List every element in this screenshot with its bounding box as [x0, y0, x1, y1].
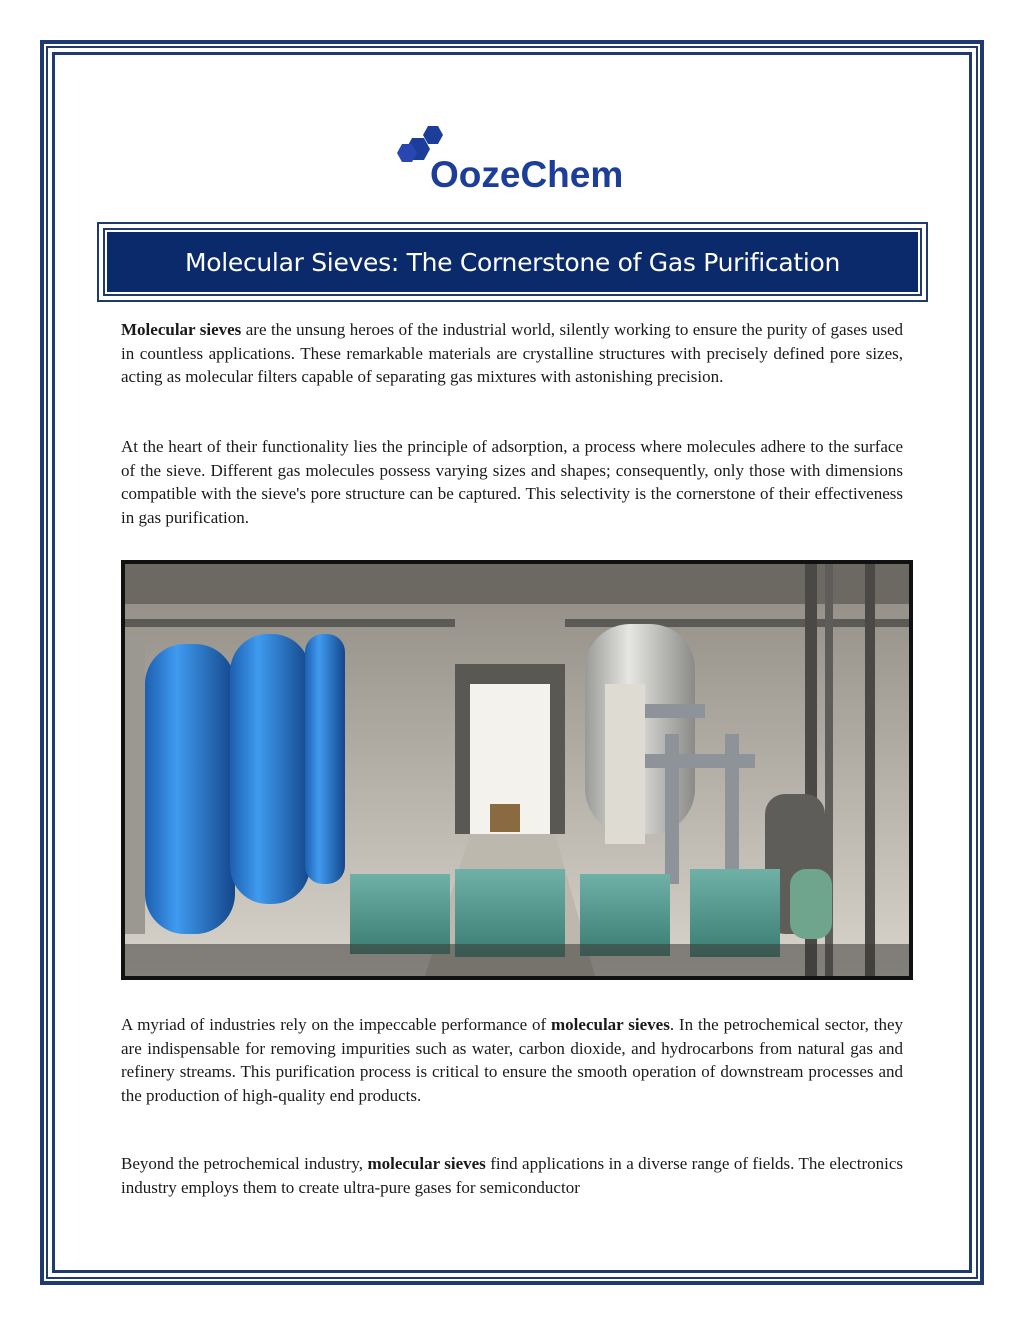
- page-title: Molecular Sieves: The Cornerstone of Gas Purification: [184, 247, 841, 277]
- paragraph-text: . In the petrochemical sector, they are indispensable for removing impurities such as water, carbon dioxide, and hydrocarbons from natural gas and refinery streams. This purification process is critical to ensure the smooth operation of downstream processes and the production of high-quality end products.: [121, 1015, 904, 1105]
- gas-purification-plant-photo: [121, 560, 913, 980]
- paragraph-intro: [121, 318, 903, 389]
- bold-term: molecular sieves: [367, 1154, 486, 1173]
- paragraph-text: A myriad of industries rely on the impeccable performance of: [121, 1015, 552, 1034]
- paragraph-text: Beyond the petrochemical industry,: [121, 1154, 368, 1173]
- paragraph-text: are the unsung heroes of the industrial world, silently working to ensure the purity of gases used in countless applications. These remarkable materials are crystalline structures with precisely defined pore sizes, acting as molecular filters capable of separating gas mixtures with astonishing precision.: [121, 320, 903, 386]
- plant-illustration: [125, 564, 909, 976]
- paragraph-industries: [121, 1013, 903, 1107]
- paragraph-applications: [121, 1152, 903, 1199]
- paragraph-adsorption: At the heart of their functionality lies the principle of adsorption, a process where molecules adhere to the surface of the sieve. Different gas molecules possess varying sizes and shapes; consequently, only those with dimensions compatible with the sieve's pore structure can be captured. This selectivity is the cornerstone of their effectiveness in gas purification.: [121, 437, 903, 527]
- logo-wordmark: OozeChem: [430, 154, 624, 195]
- bold-term: molecular sieves: [551, 1015, 670, 1034]
- title-banner: [97, 222, 928, 302]
- paragraph-text: find applications in a diverse range of fields. The electronics industry employs them to create ultra-pure gases for semiconductor: [121, 1154, 903, 1197]
- bold-term: Molecular sieves: [121, 320, 242, 339]
- oozechem-logo: [390, 120, 650, 200]
